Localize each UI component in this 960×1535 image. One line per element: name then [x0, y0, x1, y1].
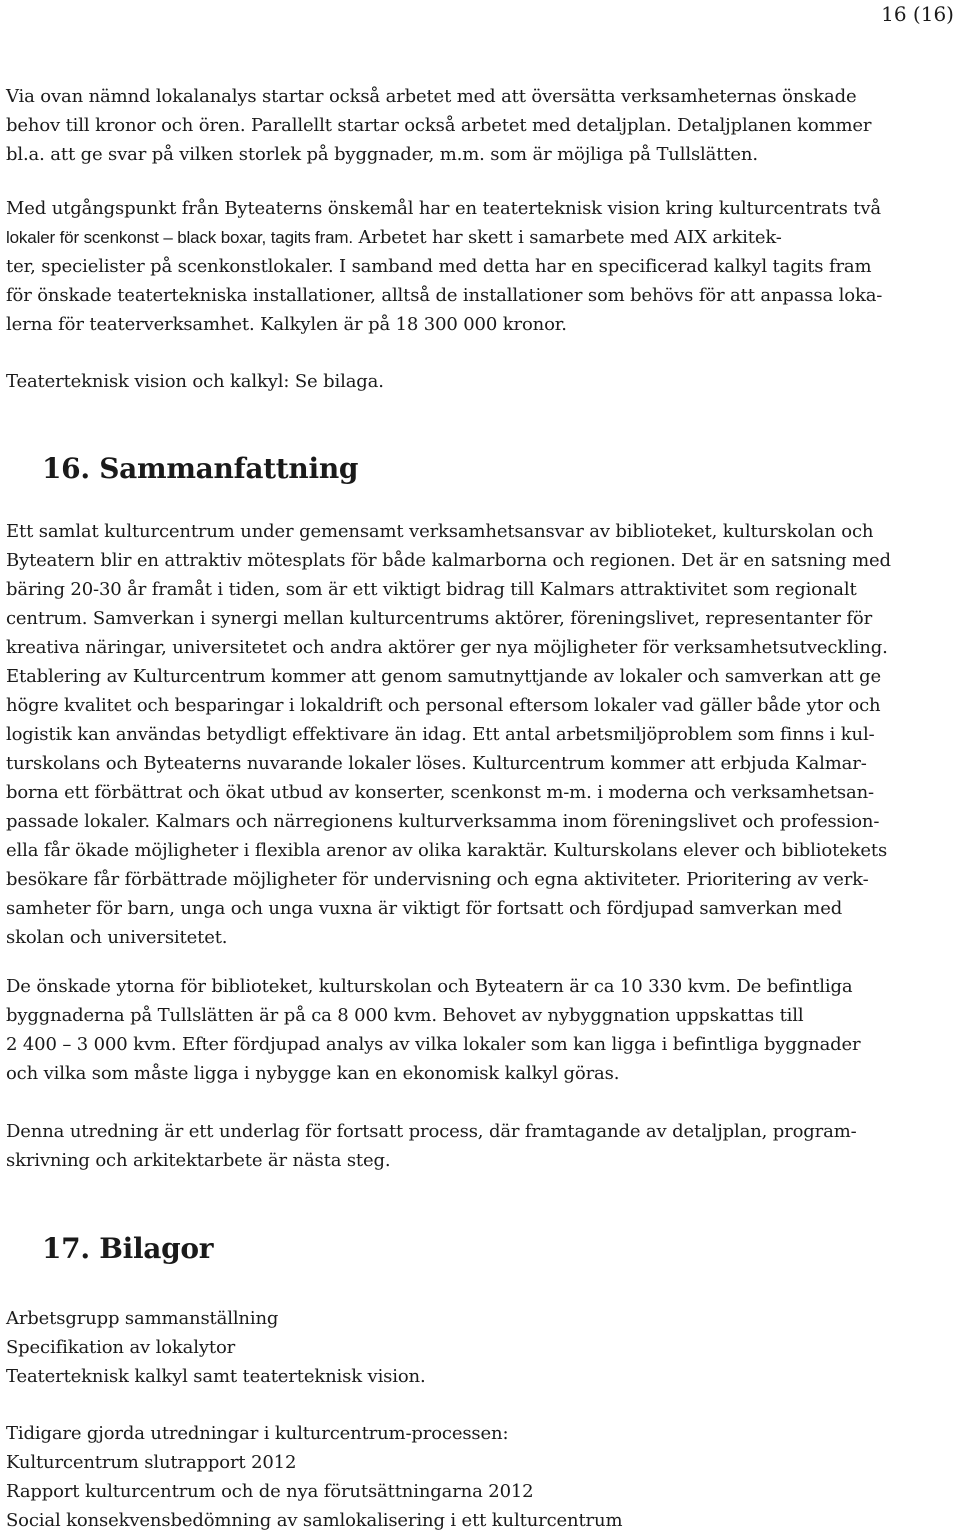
- intro-paragraph-2: [6, 194, 950, 339]
- summary-paragraph-3: [6, 1117, 950, 1175]
- text-line: behov till kronor och ören. Parallellt startar också arbetet med detaljplan. Detaljplanen kommer: [6, 115, 872, 136]
- report-item: Rapport kulturcentrum och de nya förutsättningarna 2012: [6, 1481, 534, 1502]
- text-line: borna ett förbättrat och ökat utbud av konserter, scenkonst m-m. i moderna och verksamhetsan-: [6, 782, 874, 803]
- text-line: för önskade teatertekniska installationer, alltså de installationer som behövs för att anpassa loka-: [6, 285, 883, 306]
- text-line: De önskade ytorna för biblioteket, kulturskolan och Byteatern är ca 10 330 kvm. De befintliga: [6, 976, 853, 997]
- report-item: Social konsekvensbedömning av samlokalisering i ett kulturcentrum: [6, 1510, 623, 1531]
- text-line: centrum. Samverkan i synergi mellan kulturcentrums aktörer, föreningslivet, representanter för: [6, 608, 873, 629]
- summary-paragraph-1: [6, 517, 950, 952]
- text-line: Etablering av Kulturcentrum kommer att genom samutnyttjande av lokaler och samverkan att ge: [6, 666, 881, 687]
- text-run: lokaler för scenkonst – black boxar, tagits fram.: [6, 228, 353, 247]
- text-line: bäring 20-30 år framåt i tiden, som är ett viktigt bidrag till Kalmars attraktivitet som regionalt: [6, 579, 857, 600]
- text-run: ter, specielister på scenkonstlokaler.: [6, 256, 334, 277]
- text-line: Via ovan nämnd lokalanalys startar också arbetet med att översätta verksamheternas önskade: [6, 86, 857, 107]
- text-line: skrivning och arkitektarbete är nästa steg.: [6, 1150, 391, 1171]
- text-line: Denna utredning är ett underlag för fortsatt process, där framtagande av detaljplan, program-: [6, 1121, 857, 1142]
- text-line: Ett samlat kulturcentrum under gemensamt verksamhetsansvar av biblioteket, kulturskolan och: [6, 521, 874, 542]
- previous-reports-list: [6, 1419, 950, 1535]
- text-line: och vilka som måste ligga i nybygge kan en ekonomisk kalkyl göras.: [6, 1063, 620, 1084]
- previous-reports-label: Tidigare gjorda utredningar i kulturcentrum-processen:: [6, 1423, 509, 1444]
- text-line: lerna för teaterverksamhet. Kalkylen är på 18 300 000 kronor.: [6, 314, 567, 335]
- text-line: turskolans och Byteaterns nuvarande lokaler löses. Kulturcentrum kommer att erbjuda Kalmar-: [6, 753, 867, 774]
- attachment-item: Arbetsgrupp sammanställning: [6, 1308, 279, 1329]
- text-run: I samband med detta har en specificerad kalkyl tagits fram: [333, 256, 872, 277]
- text-line: högre kvalitet och besparingar i lokaldrift och personal eftersom lokaler vad gäller både ytor och: [6, 695, 881, 716]
- text-line: 2 400 – 3 000 kvm. Efter fördjupad analys av vilka lokaler som kan ligga i befintliga byggnader: [6, 1034, 861, 1055]
- text-run: Arbetet har skett i samarbete med AIX arkitek-: [352, 227, 782, 248]
- report-item: Kulturcentrum slutrapport 2012: [6, 1452, 297, 1473]
- text-line: passade lokaler. Kalmars och närregionens kulturverksamma inom föreningslivet och profession-: [6, 811, 880, 832]
- text-line: byggnaderna på Tullslätten är på ca 8 000 kvm. Behovet av nybyggnation uppskattas till: [6, 1005, 804, 1026]
- text-line: [6, 252, 950, 281]
- section-heading-17: 17. Bilagor: [42, 1232, 214, 1265]
- intro-paragraph-3: [6, 367, 950, 396]
- text-line: Byteatern blir en attraktiv mötesplats för både kalmarborna och regionen. Det är en satsning med: [6, 550, 891, 571]
- text-line: logistik kan användas betydligt effektivare än idag. Ett antal arbetsmiljöproblem som finns i kul-: [6, 724, 875, 745]
- text-line: ella får ökade möjligheter i flexibla arenor av olika karaktär. Kulturskolans elever och bibliotekets: [6, 840, 888, 861]
- text-line: Teaterteknisk vision och kalkyl: Se bilaga.: [6, 371, 384, 392]
- attachment-item: Specifikation av lokalytor: [6, 1337, 236, 1358]
- page-number: 16 (16): [881, 2, 954, 26]
- text-line: besökare får förbättrade möjligheter för undervisning och egna aktiviteter. Prioritering av verk-: [6, 869, 869, 890]
- text-line: bl.a. att ge svar på vilken storlek på byggnader, m.m. som är möjliga på Tullslätten.: [6, 144, 758, 165]
- text-line: [6, 223, 950, 252]
- attachments-list: [6, 1304, 950, 1391]
- attachment-item: Teaterteknisk kalkyl samt teaterteknisk vision.: [6, 1366, 426, 1387]
- summary-paragraph-2: [6, 972, 950, 1088]
- text-line: kreativa näringar, universitetet och andra aktörer ger nya möjligheter för verksamhetsutveckling.: [6, 637, 888, 658]
- text-line: skolan och universitetet.: [6, 927, 228, 948]
- text-line: samheter för barn, unga och unga vuxna är viktigt för fortsatt och fördjupad samverkan med: [6, 898, 843, 919]
- intro-paragraph-1: [6, 82, 950, 169]
- text-line: Med utgångspunkt från Byteaterns önskemål har en teaterteknisk vision kring kulturcentrats två: [6, 198, 881, 219]
- section-heading-16: 16. Sammanfattning: [42, 452, 359, 485]
